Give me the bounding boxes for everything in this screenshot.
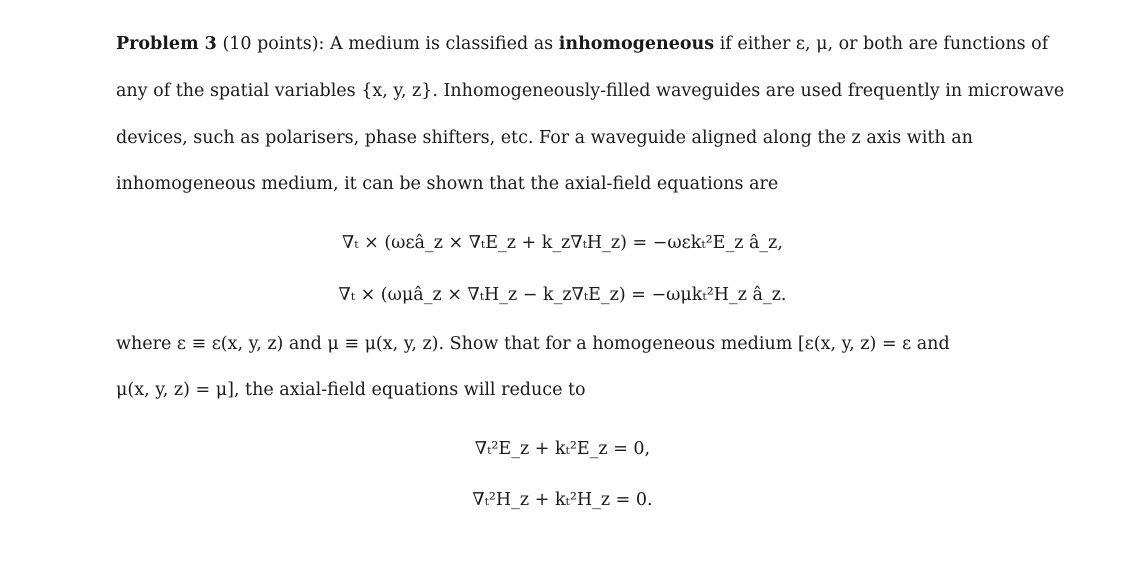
axial-field-equation-2: ∇ₜ × (ωμâ_z × ∇ₜH_z − k_z∇ₜE_z) = −ωμkₜ²H_z â_z. (338, 285, 787, 305)
reduced-equation-e: ∇ₜ²E_z + kₜ²E_z = 0, (474, 439, 651, 459)
axial-field-equation-1: ∇ₜ × (ωεâ_z × ∇ₜE_z + k_z∇ₜH_z) = −ωεkₜ²E_z â_z, (342, 233, 783, 253)
problem-label: Problem 3 (116, 34, 217, 54)
continuation-line-1: where ε ≡ ε(x, y, z) and μ ≡ μ(x, y, z). Show that for a homogeneous medium [ε(x, y, z) = ε and (116, 334, 950, 354)
problem-statement-line-2: any of the spatial variables {x, y, z}. Inhomogeneously-filled waveguides are used frequently in microwave (116, 81, 1065, 101)
problem-statement-line-3: devices, such as polarisers, phase shifters, etc. For a waveguide aligned along the z axis with an (116, 128, 973, 148)
problem-statement-line-1 (116, 36, 1048, 54)
intro-text-a: A medium is classified as (324, 34, 559, 54)
reduced-equation-h: ∇ₜ²H_z + kₜ²H_z = 0. (472, 490, 653, 510)
problem-statement-line-4: inhomogeneous medium, it can be shown that the axial-field equations are (116, 174, 779, 194)
intro-text-b: if either ε, μ, or both are functions of (714, 34, 1049, 54)
continuation-line-2: μ(x, y, z) = μ], the axial-field equations will reduce to (116, 380, 586, 400)
problem-points: (10 points): (222, 34, 325, 54)
inhomogeneous-keyword: inhomogeneous (558, 34, 715, 54)
